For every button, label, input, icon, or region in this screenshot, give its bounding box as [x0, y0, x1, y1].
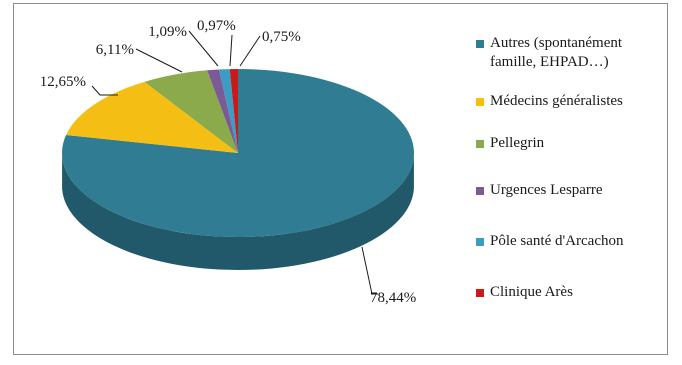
leader-line-3 [189, 31, 218, 66]
legend-item-3 [476, 181, 603, 200]
legend-item-5 [476, 283, 573, 302]
legend-swatch-3 [476, 187, 484, 195]
leader-line-5 [240, 36, 260, 66]
data-label-2: 6,11% [95, 42, 134, 58]
legend-label-2: Pellegrin [490, 135, 545, 151]
legend-label-1: Médecins généralistes [490, 93, 623, 109]
data-label-5: 0,75% [262, 29, 301, 45]
legend-item-2 [476, 134, 544, 153]
pie-top [62, 69, 414, 237]
data-label-1: 12,65% [39, 74, 86, 90]
legend-swatch-5 [476, 289, 484, 297]
legend-swatch-0 [476, 40, 484, 48]
legend-label-0: Autres (spontanément famille, EHPAD…) [490, 35, 623, 70]
legend-item-1 [476, 92, 623, 111]
legend-swatch-4 [476, 238, 484, 246]
legend-label-4: Pôle santé d'Arcachon [490, 233, 624, 249]
legend-item-4 [476, 232, 624, 251]
leader-line-0 [362, 247, 378, 294]
data-label-3: 1,09% [148, 24, 187, 40]
leader-line-2 [136, 49, 182, 72]
legend-label-5: Clinique Arès [490, 284, 573, 300]
data-label-4: 0,97% [197, 18, 236, 34]
leader-line-4 [230, 35, 232, 66]
legend-item-0 [476, 34, 660, 72]
legend-swatch-2 [476, 140, 484, 148]
data-label-0: 78,44% [370, 290, 417, 306]
legend-swatch-1 [476, 98, 484, 106]
legend-label-3: Urgences Lesparre [490, 182, 603, 198]
